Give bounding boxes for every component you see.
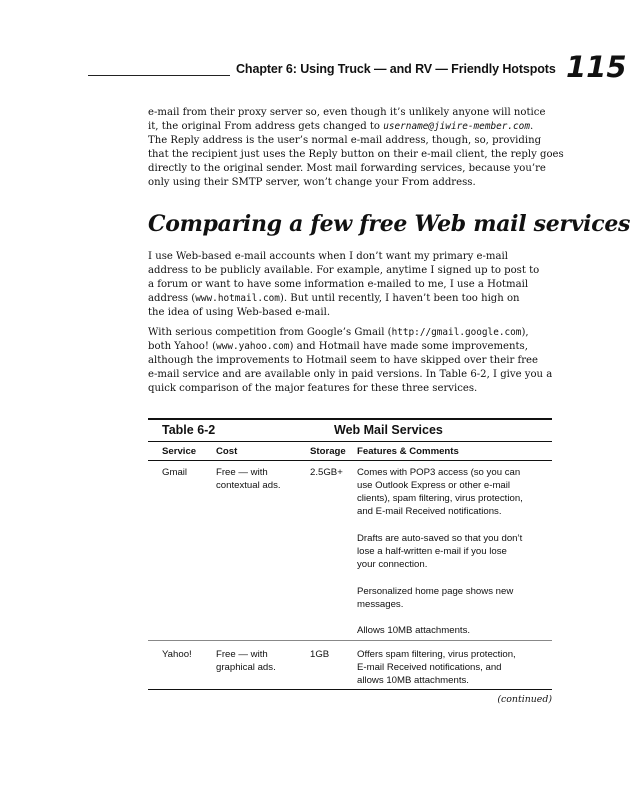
column-header-features: Features & Comments [357, 446, 459, 457]
column-header-storage: Storage [310, 446, 346, 457]
cell-service-yahoo: Yahoo! [162, 649, 192, 660]
table-title-rule [148, 441, 552, 442]
text-line: e-mail service and are available only in paid versions. In Table 6-2, I give you a [148, 369, 553, 380]
cell-cost-gmail: Free — with contextual ads. [216, 467, 281, 491]
table-bottom-rule [148, 689, 552, 690]
column-header-service: Service [162, 446, 197, 457]
table-label: Table 6-2 [162, 423, 216, 437]
cell-features-gmail-p4: Allows 10MB attachments. [357, 625, 471, 636]
text-line: I use Web-based e-mail accounts when I don’t want my primary e-mail [148, 251, 508, 262]
chapter-title: Chapter 6: Using Truck — and RV — Friendly Hotspots [236, 62, 556, 76]
email-address-code: username@jiwire-member.com [383, 121, 530, 132]
cell-features-gmail: Comes with POP3 access (so you can use Outlook Express or other e-mail clients), spam filtering, virus protection, and E-mail Received notifications. [357, 467, 523, 517]
text-line: directly to the original sender. Most mail forwarding services, because you’re [148, 163, 546, 174]
text-line: a forum or want to have some information e-mailed to me, I use a Hotmail [148, 279, 529, 290]
cell-storage-yahoo: 1GB [310, 649, 330, 660]
text-line: address (www.hotmail.com). But until recently, I haven’t been too high on [148, 293, 520, 304]
table-top-rule [148, 418, 552, 420]
text-line: only using their SMTP server, won’t change your From address. [148, 177, 476, 188]
cell-cost-yahoo: Free — with graphical ads. [216, 649, 276, 673]
page-number: 115 [566, 50, 627, 84]
text-line: The Reply address is the user’s normal e-mail address, though, so, providing [148, 135, 542, 146]
header-rule [88, 75, 230, 76]
text-line: address to be publicly available. For example, anytime I signed up to post to [148, 265, 540, 276]
section-title: Comparing a few free Web mail services [148, 211, 631, 237]
text-line: it, the original From address gets changed to username@jiwire-member.com. [148, 121, 534, 132]
cell-features-yahoo: Offers spam filtering, virus protection, E-mail Received notifications, and allows 10MB attachments. [357, 649, 516, 686]
continued-note: (continued) [497, 694, 552, 705]
text-line: With serious competition from Google’s Gmail (http://gmail.google.com), [148, 327, 529, 338]
text-line: quick comparison of the major features for these three services. [148, 383, 478, 394]
cell-storage-gmail: 2.5GB+ [310, 467, 343, 478]
row-divider [148, 640, 552, 641]
intro-paragraph [148, 106, 564, 190]
yahoo-url: www.yahoo.com [216, 341, 290, 352]
cell-service-gmail: Gmail [162, 467, 188, 478]
text-line: that the recipient just uses the Reply button on their e-mail client, the reply goes [148, 149, 564, 160]
text-line: although the improvements to Hotmail seem to have skipped over their free [148, 355, 538, 366]
cell-features-gmail-p2: Drafts are auto-saved so that you don’t lose a half-written e-mail if you lose your connection. [357, 533, 523, 570]
paragraph-2 [148, 326, 560, 396]
table-title: Web Mail Services [334, 423, 443, 437]
header-rule-table [148, 460, 552, 461]
column-header-cost: Cost [216, 446, 238, 457]
cell-features-gmail-p3: Personalized home page shows new messages. [357, 586, 514, 610]
hotmail-url: www.hotmail.com [195, 293, 280, 304]
text-line: both Yahoo! (www.yahoo.com) and Hotmail have made some improvements, [148, 341, 528, 352]
text-line: the idea of using Web-based e-mail. [148, 307, 331, 318]
gmail-url: http://gmail.google.com [391, 327, 522, 338]
paragraph-1 [148, 250, 560, 320]
text-line: e-mail from their proxy server so, even though it’s unlikely anyone will notice [148, 107, 546, 118]
